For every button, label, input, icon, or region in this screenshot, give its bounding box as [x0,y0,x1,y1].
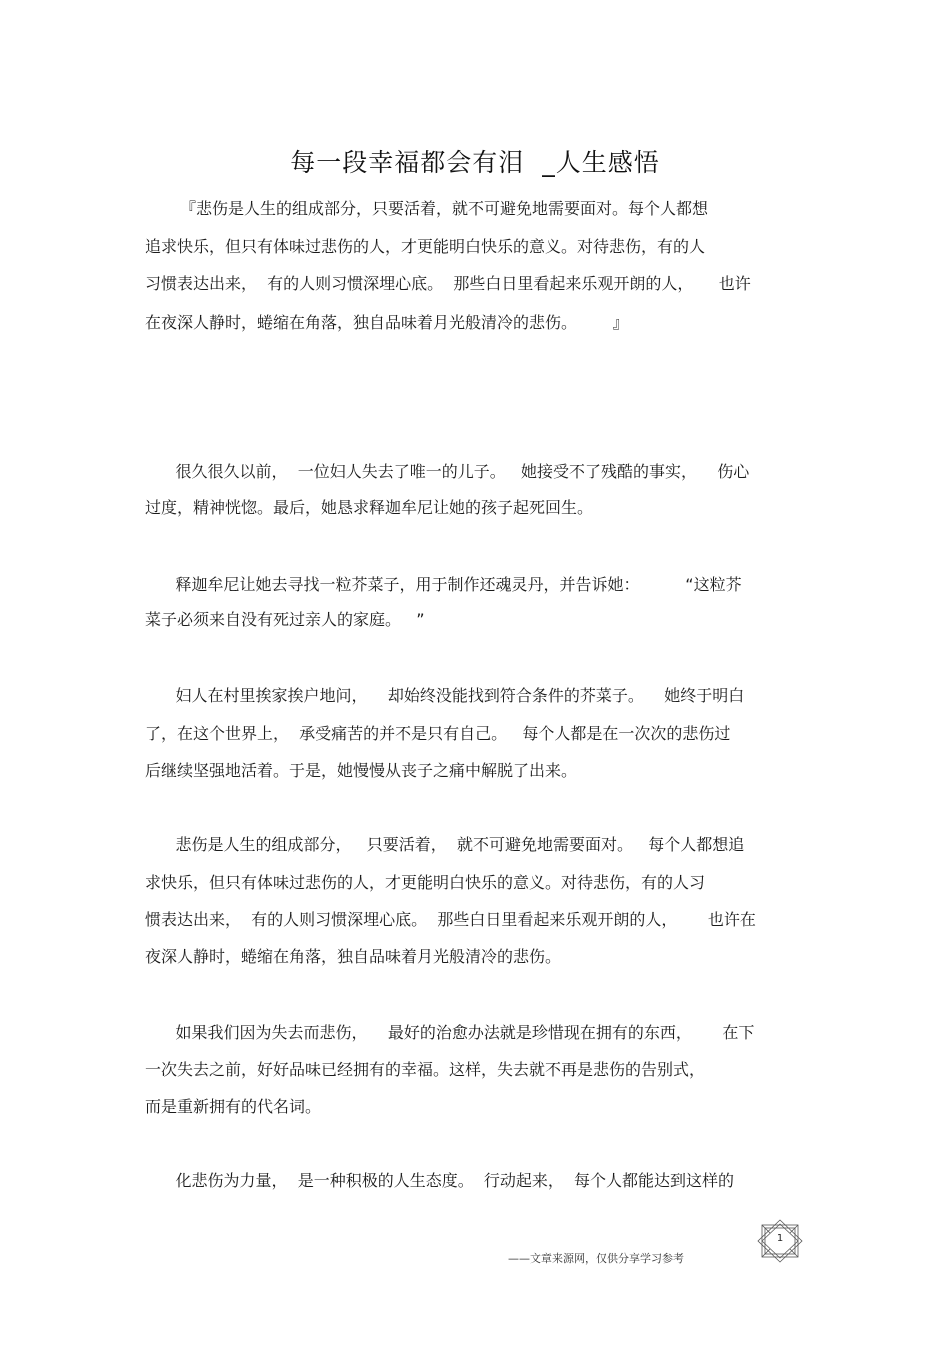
paragraph-line: 化悲伤为力量， 是一种积极的人生态度。 行动起来， 每个人都能达到这样的 [145,1171,735,1190]
paragraph-line: 求快乐，但只有体味过悲伤的人，才更能明白快乐的意义。对待悲伤，有的人习 [145,873,706,892]
intro-line: 『悲伤是人生的组成部分，只要活着，就不可避免地需要面对。每个人都想 [180,199,709,218]
intro-line: 在夜深人静时，蜷缩在角落，独自品味着月光般清冷的悲伤。 』 [145,313,629,332]
paragraph-line: 后继续坚强地活着。于是，她慢慢从丧子之痛中解脱了出来。 [145,761,578,780]
paragraph-line: 释迦牟尼让她去寻找一粒芥菜子，用于制作还魂灵丹，并告诉她： “这粒芥 [145,575,742,594]
paragraph-line: 悲伤是人生的组成部分， 只要活着， 就不可避免地需要面对。 每个人都想追 [145,835,745,854]
paragraph-line: 很久很久以前， 一位妇人失去了唯一的儿子。 她接受不了残酷的事实， 伤心 [145,462,750,481]
page-number-badge [756,1219,804,1263]
paragraph-line: 而是重新拥有的代名词。 [145,1097,322,1116]
paragraph-line: 菜子必须来自没有死过亲人的家庭。 ” [145,610,425,629]
intro-line: 追求快乐，但只有体味过悲伤的人，才更能明白快乐的意义。对待悲伤，有的人 [145,237,706,256]
paragraph-line: 如果我们因为失去而悲伤， 最好的治愈办法就是珍惜现在拥有的东西， 在下 [145,1023,755,1042]
paragraph-line: 了，在这个世界上， 承受痛苦的并不是只有自己。 每个人都是在一次次的悲伤过 [145,724,731,743]
paragraph-line: 惯表达出来， 有的人则习惯深埋心底。 那些白日里看起来乐观开朗的人， 也许在 [145,910,756,929]
document-title: 每一段幸福都会有泪 _人生感悟 [290,148,660,177]
paragraph-line: 过度，精神恍惚。最后，她恳求释迦牟尼让她的孩子起死回生。 [145,498,594,517]
page-number: 1 [776,1233,784,1244]
paragraph-line: 妇人在村里挨家挨户地问， 却始终没能找到符合条件的芥菜子。 她终于明白 [145,686,745,705]
footer-source-note: ——文章来源网，仅供分享学习参考 [508,1252,684,1265]
paragraph-line: 一次失去之前，好好品味已经拥有的幸福。这样，失去就不再是悲伤的告别式， [145,1060,706,1079]
paragraph-line: 夜深人静时，蜷缩在角落，独自品味着月光般清冷的悲伤。 [145,947,562,966]
intro-line: 习惯表达出来， 有的人则习惯深埋心底。 那些白日里看起来乐观开朗的人， 也许 [145,274,751,293]
